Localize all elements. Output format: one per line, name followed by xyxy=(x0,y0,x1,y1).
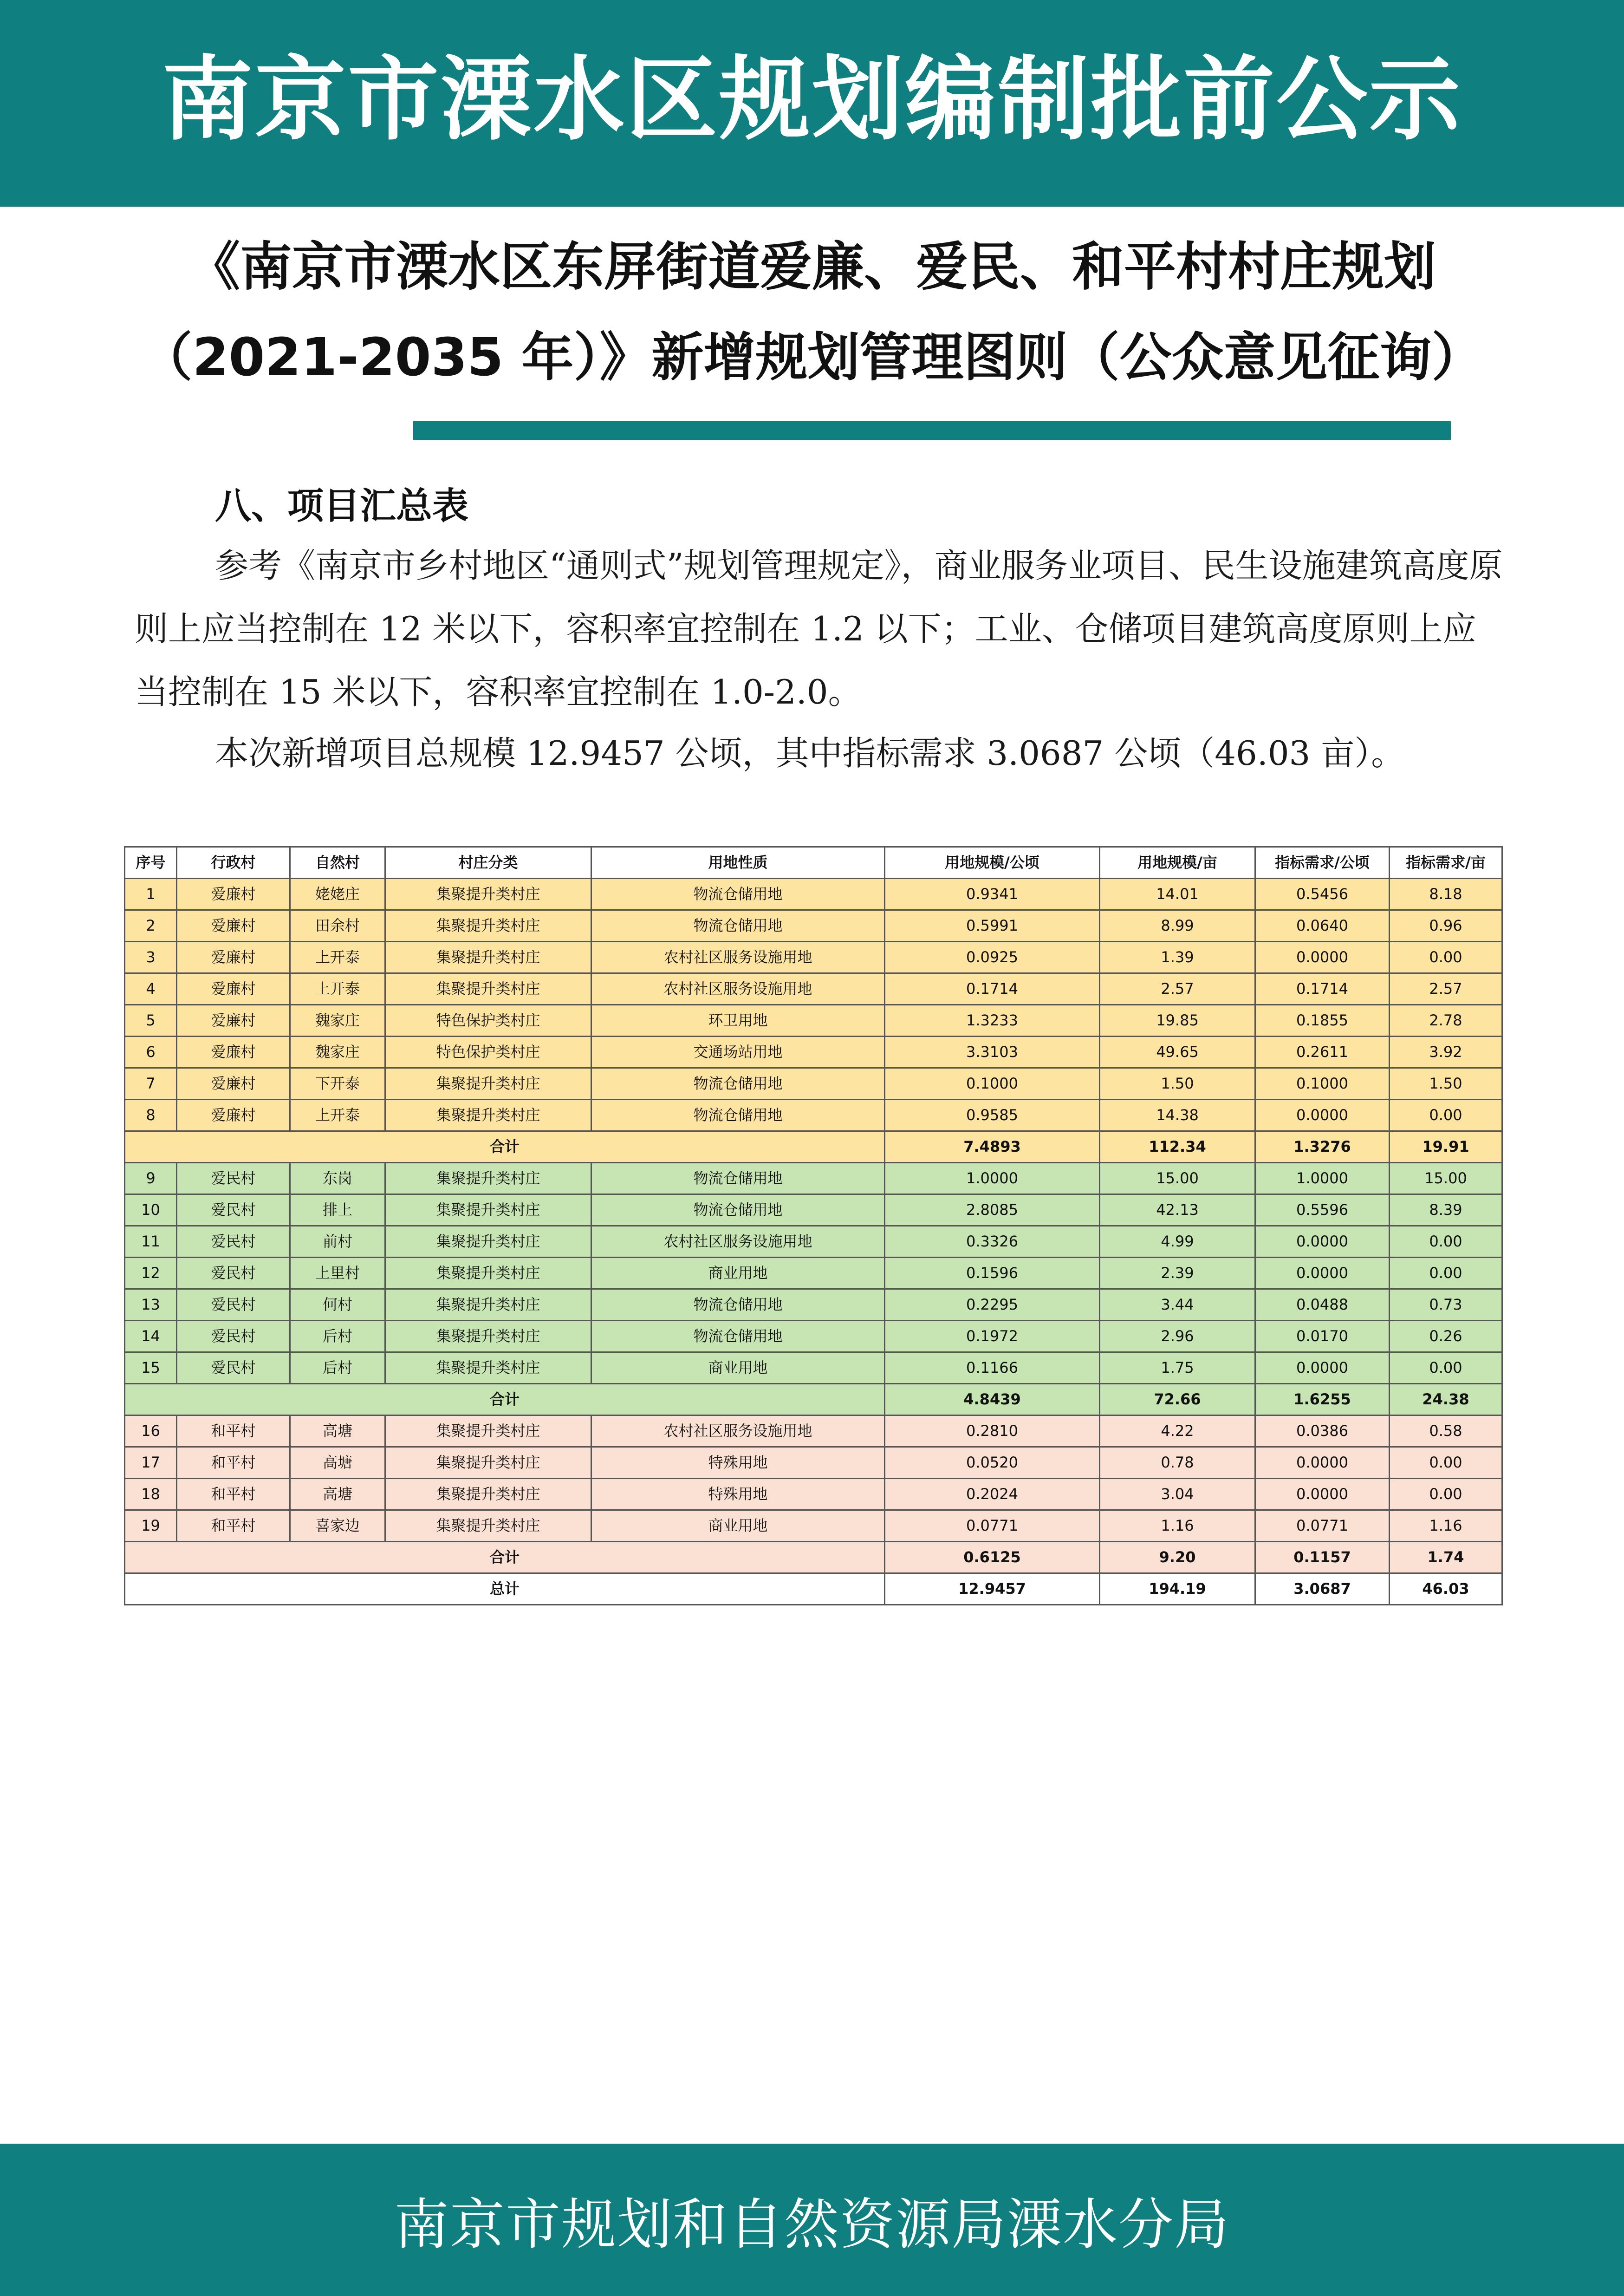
cell-quota-mu: 0.00 xyxy=(1390,1447,1502,1479)
cell-area-ha: 2.8085 xyxy=(885,1194,1100,1226)
cell-quota-mu: 0.00 xyxy=(1390,1479,1502,1510)
cell-natural-village: 下开泰 xyxy=(290,1068,385,1100)
table-row xyxy=(125,879,1502,910)
cell-no: 13 xyxy=(125,1289,177,1321)
cell-natural-village: 上开泰 xyxy=(290,973,385,1005)
col-header-village-category: 村庄分类 xyxy=(385,847,591,879)
cell-natural-village: 后村 xyxy=(290,1352,385,1384)
cell-quota-ha: 0.2611 xyxy=(1255,1037,1390,1068)
cell-land-use: 物流仓储用地 xyxy=(591,879,885,910)
cell-area-ha: 0.2024 xyxy=(885,1479,1100,1510)
cell-area-ha: 0.5991 xyxy=(885,910,1100,942)
cell-no: 7 xyxy=(125,1068,177,1100)
col-header-no: 序号 xyxy=(125,847,177,879)
cell-area-mu: 49.65 xyxy=(1100,1037,1255,1068)
cell-admin-village: 爱廉村 xyxy=(177,973,290,1005)
cell-quota-mu: 0.00 xyxy=(1390,942,1502,973)
cell-admin-village: 爱廉村 xyxy=(177,879,290,910)
cell-land-use: 交通场站用地 xyxy=(591,1037,885,1068)
cell-no: 11 xyxy=(125,1226,177,1258)
table-body xyxy=(125,879,1502,1605)
table-row xyxy=(125,1005,1502,1037)
cell-area-mu: 42.13 xyxy=(1100,1194,1255,1226)
cell-village-category: 集聚提升类村庄 xyxy=(385,1226,591,1258)
cell-no: 14 xyxy=(125,1321,177,1352)
table-row xyxy=(125,1258,1502,1289)
cell-natural-village: 魏家庄 xyxy=(290,1037,385,1068)
subtotal-label: 合计 xyxy=(125,1131,885,1163)
subtotal-label: 合计 xyxy=(125,1542,885,1573)
cell-village-category: 集聚提升类村庄 xyxy=(385,973,591,1005)
cell-area-ha: 0.6125 xyxy=(885,1542,1100,1573)
grand-total-label: 总计 xyxy=(125,1573,885,1605)
table-row xyxy=(125,1037,1502,1068)
cell-village-category: 集聚提升类村庄 xyxy=(385,942,591,973)
cell-quota-ha: 0.5456 xyxy=(1255,879,1390,910)
cell-land-use: 物流仓储用地 xyxy=(591,1321,885,1352)
cell-quota-mu: 2.78 xyxy=(1390,1005,1502,1037)
cell-admin-village: 爱廉村 xyxy=(177,910,290,942)
col-header-quota-ha: 指标需求/公顷 xyxy=(1255,847,1390,879)
cell-quota-mu: 3.92 xyxy=(1390,1037,1502,1068)
table-row xyxy=(125,1068,1502,1100)
cell-natural-village: 上里村 xyxy=(290,1258,385,1289)
cell-quota-ha: 0.0000 xyxy=(1255,942,1390,973)
cell-natural-village: 东岗 xyxy=(290,1163,385,1194)
cell-quota-mu: 19.91 xyxy=(1390,1131,1502,1163)
cell-area-ha: 0.0520 xyxy=(885,1447,1100,1479)
cell-no: 15 xyxy=(125,1352,177,1384)
cell-admin-village: 爱廉村 xyxy=(177,1068,290,1100)
document-title-line1: 《南京市溧水区东屏街道爱廉、爱民、和平村村庄规划 xyxy=(188,237,1436,297)
cell-area-mu: 14.38 xyxy=(1100,1100,1255,1131)
cell-quota-mu: 0.96 xyxy=(1390,910,1502,942)
cell-area-mu: 1.50 xyxy=(1100,1068,1255,1100)
table-row xyxy=(125,1352,1502,1384)
cell-quota-ha: 0.0000 xyxy=(1255,1479,1390,1510)
cell-no: 12 xyxy=(125,1258,177,1289)
cell-quota-mu: 2.57 xyxy=(1390,973,1502,1005)
cell-area-mu: 15.00 xyxy=(1100,1163,1255,1194)
cell-area-ha: 0.2295 xyxy=(885,1289,1100,1321)
cell-area-mu: 2.96 xyxy=(1100,1321,1255,1352)
cell-admin-village: 爱廉村 xyxy=(177,1037,290,1068)
cell-land-use: 物流仓储用地 xyxy=(591,1163,885,1194)
cell-quota-mu: 0.00 xyxy=(1390,1352,1502,1384)
cell-quota-ha: 0.1157 xyxy=(1255,1542,1390,1573)
cell-natural-village: 魏家庄 xyxy=(290,1005,385,1037)
cell-natural-village: 上开泰 xyxy=(290,942,385,973)
cell-quota-ha: 0.0000 xyxy=(1255,1226,1390,1258)
cell-area-ha: 0.1000 xyxy=(885,1068,1100,1100)
cell-village-category: 集聚提升类村庄 xyxy=(385,1510,591,1542)
col-header-natural-village: 自然村 xyxy=(290,847,385,879)
cell-land-use: 物流仓储用地 xyxy=(591,1068,885,1100)
cell-no: 5 xyxy=(125,1005,177,1037)
cell-area-ha: 0.2810 xyxy=(885,1415,1100,1447)
cell-quota-ha: 0.1855 xyxy=(1255,1005,1390,1037)
table-row xyxy=(125,1289,1502,1321)
cell-quota-ha: 0.0000 xyxy=(1255,1352,1390,1384)
cell-no: 2 xyxy=(125,910,177,942)
cell-village-category: 特色保护类村庄 xyxy=(385,1037,591,1068)
cell-quota-mu: 0.26 xyxy=(1390,1321,1502,1352)
cell-area-ha: 1.3233 xyxy=(885,1005,1100,1037)
cell-village-category: 特色保护类村庄 xyxy=(385,1005,591,1037)
cell-quota-mu: 0.58 xyxy=(1390,1415,1502,1447)
cell-no: 9 xyxy=(125,1163,177,1194)
cell-natural-village: 高塘 xyxy=(290,1415,385,1447)
cell-quota-ha: 0.1714 xyxy=(1255,973,1390,1005)
cell-area-mu: 3.04 xyxy=(1100,1479,1255,1510)
cell-area-mu: 4.99 xyxy=(1100,1226,1255,1258)
cell-quota-mu: 1.50 xyxy=(1390,1068,1502,1100)
col-header-land-use: 用地性质 xyxy=(591,847,885,879)
cell-area-ha: 0.0925 xyxy=(885,942,1100,973)
cell-area-ha: 0.0771 xyxy=(885,1510,1100,1542)
cell-land-use: 农村社区服务设施用地 xyxy=(591,1226,885,1258)
cell-land-use: 农村社区服务设施用地 xyxy=(591,1415,885,1447)
cell-land-use: 特殊用地 xyxy=(591,1479,885,1510)
table-row xyxy=(125,1415,1502,1447)
cell-quota-mu: 8.39 xyxy=(1390,1194,1502,1226)
cell-area-mu: 8.99 xyxy=(1100,910,1255,942)
cell-no: 3 xyxy=(125,942,177,973)
cell-area-ha: 7.4893 xyxy=(885,1131,1100,1163)
cell-quota-ha: 0.5596 xyxy=(1255,1194,1390,1226)
cell-area-mu: 9.20 xyxy=(1100,1542,1255,1573)
cell-village-category: 集聚提升类村庄 xyxy=(385,1194,591,1226)
col-header-area-ha: 用地规模/公顷 xyxy=(885,847,1100,879)
paragraph-regulations: 参考《南京市乡村地区“通则式”规划管理规定》，商业服务业项目、民生设施建筑高度原则上应当控制在 12 米以下，容积率宜控制在 1.2 以下；工业、仓储项目建筑高度原则上应当控制在 15 米以下，容积率宜控制在 1.0-2.0。 xyxy=(135,546,1503,711)
cell-natural-village: 田余村 xyxy=(290,910,385,942)
cell-admin-village: 和平村 xyxy=(177,1447,290,1479)
cell-quota-ha: 0.0170 xyxy=(1255,1321,1390,1352)
cell-no: 8 xyxy=(125,1100,177,1131)
cell-village-category: 集聚提升类村庄 xyxy=(385,910,591,942)
cell-area-mu: 1.39 xyxy=(1100,942,1255,973)
cell-natural-village: 高塘 xyxy=(290,1479,385,1510)
cell-admin-village: 爱民村 xyxy=(177,1226,290,1258)
cell-village-category: 集聚提升类村庄 xyxy=(385,1068,591,1100)
cell-land-use: 环卫用地 xyxy=(591,1005,885,1037)
cell-village-category: 集聚提升类村庄 xyxy=(385,1479,591,1510)
cell-quota-ha: 0.0000 xyxy=(1255,1447,1390,1479)
cell-no: 18 xyxy=(125,1479,177,1510)
cell-area-ha: 4.8439 xyxy=(885,1384,1100,1415)
cell-area-mu: 4.22 xyxy=(1100,1415,1255,1447)
table-header-row xyxy=(125,847,1502,879)
cell-area-ha: 0.1972 xyxy=(885,1321,1100,1352)
cell-area-mu: 112.34 xyxy=(1100,1131,1255,1163)
cell-natural-village: 上开泰 xyxy=(290,1100,385,1131)
cell-admin-village: 爱民村 xyxy=(177,1321,290,1352)
cell-area-mu: 3.44 xyxy=(1100,1289,1255,1321)
table-row xyxy=(125,910,1502,942)
cell-admin-village: 爱民村 xyxy=(177,1163,290,1194)
cell-quota-mu: 1.16 xyxy=(1390,1510,1502,1542)
table-row xyxy=(125,973,1502,1005)
cell-natural-village: 何村 xyxy=(290,1289,385,1321)
cell-quota-mu: 24.38 xyxy=(1390,1384,1502,1415)
cell-land-use: 物流仓储用地 xyxy=(591,1100,885,1131)
cell-village-category: 集聚提升类村庄 xyxy=(385,1100,591,1131)
footer-issuer: 南京市规划和自然资源局溧水分局 xyxy=(394,2192,1230,2257)
cell-natural-village: 姥姥庄 xyxy=(290,879,385,910)
cell-land-use: 农村社区服务设施用地 xyxy=(591,942,885,973)
cell-land-use: 商业用地 xyxy=(591,1352,885,1384)
cell-area-ha: 0.1166 xyxy=(885,1352,1100,1384)
cell-quota-ha: 0.0386 xyxy=(1255,1415,1390,1447)
cell-natural-village: 高塘 xyxy=(290,1447,385,1479)
cell-no: 17 xyxy=(125,1447,177,1479)
cell-area-ha: 0.3326 xyxy=(885,1226,1100,1258)
cell-land-use: 商业用地 xyxy=(591,1510,885,1542)
cell-area-ha: 0.9341 xyxy=(885,879,1100,910)
col-header-admin-village: 行政村 xyxy=(177,847,290,879)
cell-no: 16 xyxy=(125,1415,177,1447)
cell-area-ha: 12.9457 xyxy=(885,1573,1100,1605)
cell-area-mu: 2.57 xyxy=(1100,973,1255,1005)
cell-area-ha: 0.1596 xyxy=(885,1258,1100,1289)
table-row xyxy=(125,1447,1502,1479)
section-heading: 八、项目汇总表 xyxy=(215,485,469,527)
cell-land-use: 物流仓储用地 xyxy=(591,1194,885,1226)
cell-natural-village: 前村 xyxy=(290,1226,385,1258)
cell-area-mu: 1.16 xyxy=(1100,1510,1255,1542)
cell-no: 1 xyxy=(125,879,177,910)
cell-area-mu: 19.85 xyxy=(1100,1005,1255,1037)
cell-village-category: 集聚提升类村庄 xyxy=(385,1447,591,1479)
paragraph-scale-summary: 本次新增项目总规模 12.9457 公顷，其中指标需求 3.0687 公顷（46.03 亩）。 xyxy=(215,734,1405,773)
cell-village-category: 集聚提升类村庄 xyxy=(385,1258,591,1289)
cell-quota-ha: 1.0000 xyxy=(1255,1163,1390,1194)
cell-quota-ha: 0.0488 xyxy=(1255,1289,1390,1321)
cell-natural-village: 排上 xyxy=(290,1194,385,1226)
cell-land-use: 物流仓储用地 xyxy=(591,1289,885,1321)
cell-land-use: 物流仓储用地 xyxy=(591,910,885,942)
cell-quota-mu: 46.03 xyxy=(1390,1573,1502,1605)
cell-village-category: 集聚提升类村庄 xyxy=(385,1289,591,1321)
cell-admin-village: 和平村 xyxy=(177,1415,290,1447)
cell-land-use: 农村社区服务设施用地 xyxy=(591,973,885,1005)
cell-admin-village: 爱民村 xyxy=(177,1258,290,1289)
cell-admin-village: 和平村 xyxy=(177,1510,290,1542)
cell-admin-village: 爱民村 xyxy=(177,1194,290,1226)
cell-admin-village: 爱民村 xyxy=(177,1352,290,1384)
grand-total-row xyxy=(125,1573,1502,1605)
cell-no: 10 xyxy=(125,1194,177,1226)
cell-area-mu: 2.39 xyxy=(1100,1258,1255,1289)
cell-quota-mu: 15.00 xyxy=(1390,1163,1502,1194)
cell-natural-village: 后村 xyxy=(290,1321,385,1352)
cell-area-ha: 0.9585 xyxy=(885,1100,1100,1131)
cell-quota-mu: 0.00 xyxy=(1390,1226,1502,1258)
cell-quota-mu: 0.00 xyxy=(1390,1100,1502,1131)
cell-quota-mu: 8.18 xyxy=(1390,879,1502,910)
cell-village-category: 集聚提升类村庄 xyxy=(385,1415,591,1447)
header-title: 南京市溧水区规划编制批前公示 xyxy=(162,47,1462,153)
cell-admin-village: 爱民村 xyxy=(177,1289,290,1321)
cell-area-ha: 1.0000 xyxy=(885,1163,1100,1194)
cell-village-category: 集聚提升类村庄 xyxy=(385,1163,591,1194)
table-row xyxy=(125,942,1502,973)
cell-area-mu: 194.19 xyxy=(1100,1573,1255,1605)
cell-land-use: 商业用地 xyxy=(591,1258,885,1289)
table-row xyxy=(125,1226,1502,1258)
subtotal-label: 合计 xyxy=(125,1384,885,1415)
cell-area-ha: 3.3103 xyxy=(885,1037,1100,1068)
cell-no: 4 xyxy=(125,973,177,1005)
cell-area-mu: 0.78 xyxy=(1100,1447,1255,1479)
subtotal-row xyxy=(125,1384,1502,1415)
cell-admin-village: 爱廉村 xyxy=(177,1100,290,1131)
accent-rule xyxy=(413,421,1451,440)
table-row xyxy=(125,1510,1502,1542)
cell-admin-village: 爱廉村 xyxy=(177,942,290,973)
cell-quota-ha: 0.0000 xyxy=(1255,1258,1390,1289)
cell-quota-ha: 1.6255 xyxy=(1255,1384,1390,1415)
cell-village-category: 集聚提升类村庄 xyxy=(385,1321,591,1352)
cell-natural-village: 喜家边 xyxy=(290,1510,385,1542)
col-header-area-mu: 用地规模/亩 xyxy=(1100,847,1255,879)
col-header-quota-mu: 指标需求/亩 xyxy=(1390,847,1502,879)
cell-quota-ha: 0.0640 xyxy=(1255,910,1390,942)
cell-quota-mu: 0.73 xyxy=(1390,1289,1502,1321)
cell-village-category: 集聚提升类村庄 xyxy=(385,1352,591,1384)
cell-admin-village: 爱廉村 xyxy=(177,1005,290,1037)
project-summary-table xyxy=(124,846,1503,1605)
table-row xyxy=(125,1100,1502,1131)
cell-quota-mu: 1.74 xyxy=(1390,1542,1502,1573)
table-row xyxy=(125,1479,1502,1510)
cell-area-mu: 72.66 xyxy=(1100,1384,1255,1415)
cell-quota-ha: 1.3276 xyxy=(1255,1131,1390,1163)
document-title-line2: （2021-2035 年）》新增规划管理图则（公众意见征询） xyxy=(140,327,1484,388)
cell-admin-village: 和平村 xyxy=(177,1479,290,1510)
cell-area-mu: 14.01 xyxy=(1100,879,1255,910)
cell-area-mu: 1.75 xyxy=(1100,1352,1255,1384)
cell-no: 19 xyxy=(125,1510,177,1542)
subtotal-row xyxy=(125,1542,1502,1573)
subtotal-row xyxy=(125,1131,1502,1163)
table-row xyxy=(125,1194,1502,1226)
cell-quota-ha: 0.1000 xyxy=(1255,1068,1390,1100)
cell-quota-ha: 0.0771 xyxy=(1255,1510,1390,1542)
cell-no: 6 xyxy=(125,1037,177,1068)
cell-quota-ha: 0.0000 xyxy=(1255,1100,1390,1131)
table-row xyxy=(125,1163,1502,1194)
table-row xyxy=(125,1321,1502,1352)
cell-land-use: 特殊用地 xyxy=(591,1447,885,1479)
cell-area-ha: 0.1714 xyxy=(885,973,1100,1005)
cell-quota-mu: 0.00 xyxy=(1390,1258,1502,1289)
cell-quota-ha: 3.0687 xyxy=(1255,1573,1390,1605)
cell-village-category: 集聚提升类村庄 xyxy=(385,879,591,910)
